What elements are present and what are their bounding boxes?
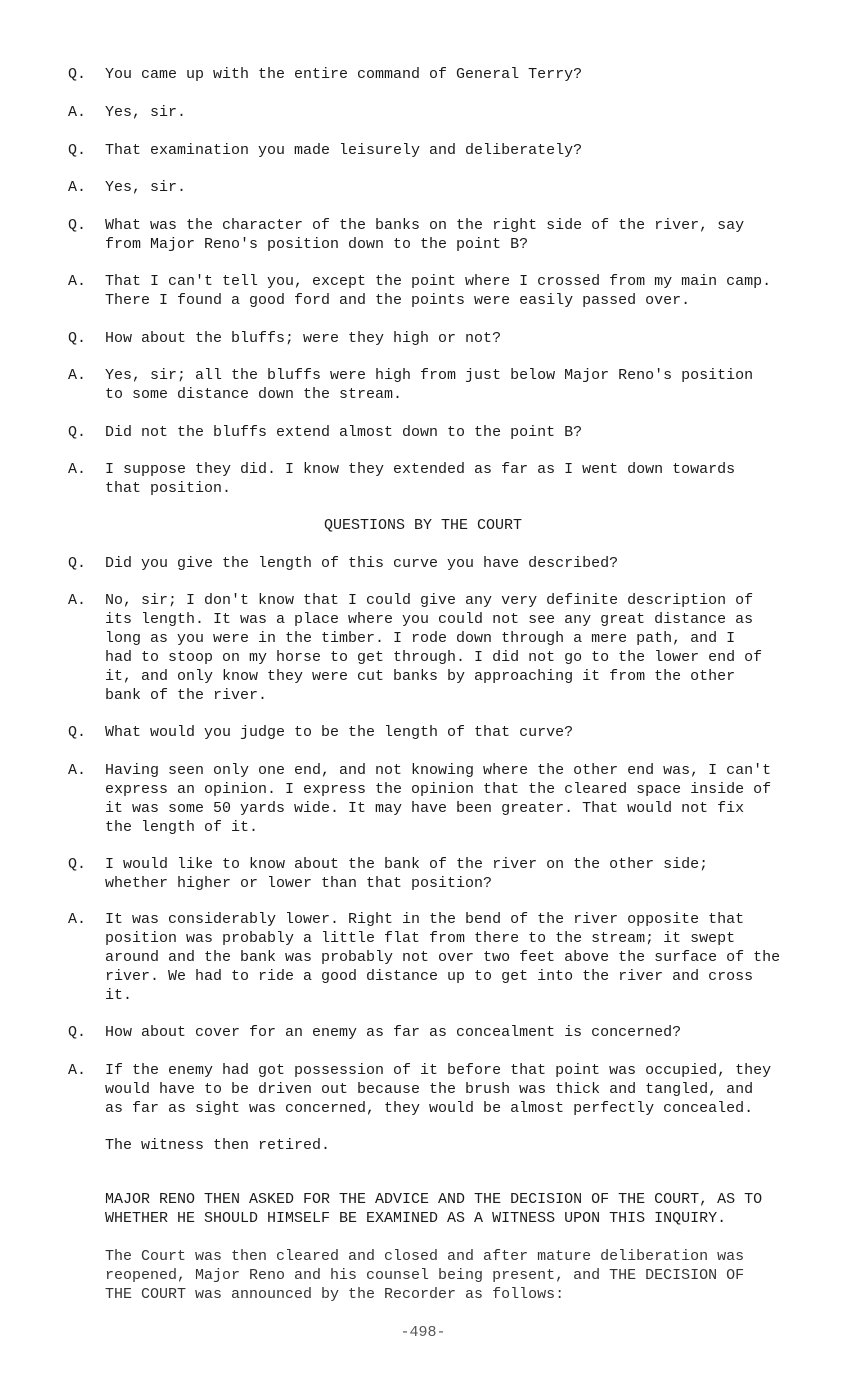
qa-entry <box>68 1023 808 1042</box>
entry-label: Q. <box>68 856 87 873</box>
entry-label: A. <box>68 911 87 928</box>
qa-entry <box>68 554 808 573</box>
entry-label: Q. <box>68 555 87 572</box>
entry-text: That I can't tell you, except the point where I crossed from my main camp. There I found a good ford and the points were easily passed over. <box>105 273 772 309</box>
entry-text: You came up with the entire command of General Terry? <box>105 66 583 83</box>
entry-text: Did not the bluffs extend almost down to the point B? <box>105 424 583 441</box>
section-heading: QUESTIONS BY THE COURT <box>323 517 523 534</box>
entry-text: Did you give the length of this curve you have described? <box>105 555 619 572</box>
entry-text: No, sir; I don't know that I could give any very definite description of its length. It was a place where you could not see any great distance as long as you were in the timber. I rode down through a mere path, and I had to stoop on my horse to get through. I did not go to the lower end of it, and only know they were cut banks by approaching it from the other bank of the river. <box>105 592 763 704</box>
qa-entry <box>68 141 808 160</box>
entry-text: That examination you made leisurely and deliberately? <box>105 142 583 159</box>
entry-text: I suppose they did. I know they extended as far as I went down towards that position. <box>105 461 736 497</box>
entry-label: Q. <box>68 66 87 83</box>
qa-entry <box>68 723 808 742</box>
entry-text: Yes, sir; all the bluffs were high from just below Major Reno's position to some distance down the stream. <box>105 367 754 403</box>
qa-entry <box>68 910 808 1005</box>
entry-label: A. <box>68 273 87 290</box>
entry-label: A. <box>68 179 87 196</box>
entry-label: Q. <box>68 1024 87 1041</box>
qa-entry <box>68 329 808 348</box>
qa-entry <box>68 65 808 84</box>
qa-entry <box>68 366 808 404</box>
entry-label: A. <box>68 104 87 121</box>
qa-entry <box>68 460 808 498</box>
entry-text: Yes, sir. <box>105 104 187 121</box>
entry-text: How about the bluffs; were they high or not? <box>105 330 502 347</box>
entry-text: Having seen only one end, and not knowing where the other end was, I can't express an opinion. I express the opinion that the cleared space inside of it was some 50 yards wide. It may have been greater. That would not fix the length of it. <box>105 762 772 836</box>
request-paragraph: MAJOR RENO THEN ASKED FOR THE ADVICE AND THE DECISION OF THE COURT, AS TO WHETHER HE SHOULD HIMSELF BE EXAMINED AS A WITNESS UPON THIS INQUIRY. <box>105 1191 763 1227</box>
qa-entry <box>68 272 808 310</box>
qa-entry <box>68 591 808 705</box>
entry-label: Q. <box>68 724 87 741</box>
entry-text: What would you judge to be the length of that curve? <box>105 724 574 741</box>
qa-entry <box>68 423 808 442</box>
entry-label: A. <box>68 367 87 384</box>
entry-text: If the enemy had got possession of it before that point was occupied, they would have to be driven out because the brush was thick and tangled, and as far as sight was concerned, they would be almost perfectly concealed. <box>105 1062 772 1117</box>
qa-entry <box>68 761 808 837</box>
entry-label: Q. <box>68 424 87 441</box>
entry-text: Yes, sir. <box>105 179 187 196</box>
entry-label: A. <box>68 1062 87 1079</box>
retired-note: The witness then retired. <box>105 1137 331 1154</box>
qa-entry <box>68 103 808 122</box>
entry-label: A. <box>68 762 87 779</box>
entry-label: A. <box>68 592 87 609</box>
entry-label: Q. <box>68 142 87 159</box>
qa-entry <box>68 855 808 893</box>
closing-paragraph: The Court was then cleared and closed and after mature deliberation was reopened, Major Reno and his counsel being present, and THE DECISION OF THE COURT was announced by the Recorder as follows: <box>105 1248 745 1303</box>
entry-text: It was considerably lower. Right in the bend of the river opposite that position was probably a little flat from there to the stream; it swept around and the bank was probably not over two feet above the surface of the river. We had to ride a good distance up to get into the river and cross it. <box>105 911 781 1004</box>
qa-entry <box>68 178 808 197</box>
qa-entry <box>68 1061 808 1118</box>
page-number: -498- <box>400 1324 446 1341</box>
entry-label: Q. <box>68 330 87 347</box>
entry-text: What was the character of the banks on the right side of the river, say from Major Reno's position down to the point B? <box>105 217 745 253</box>
qa-entry <box>68 216 808 254</box>
entry-label: A. <box>68 461 87 478</box>
entry-text: I would like to know about the bank of the river on the other side; whether higher or lower than that position? <box>105 856 709 892</box>
entry-label: Q. <box>68 217 87 234</box>
entry-text: How about cover for an enemy as far as concealment is concerned? <box>105 1024 682 1041</box>
